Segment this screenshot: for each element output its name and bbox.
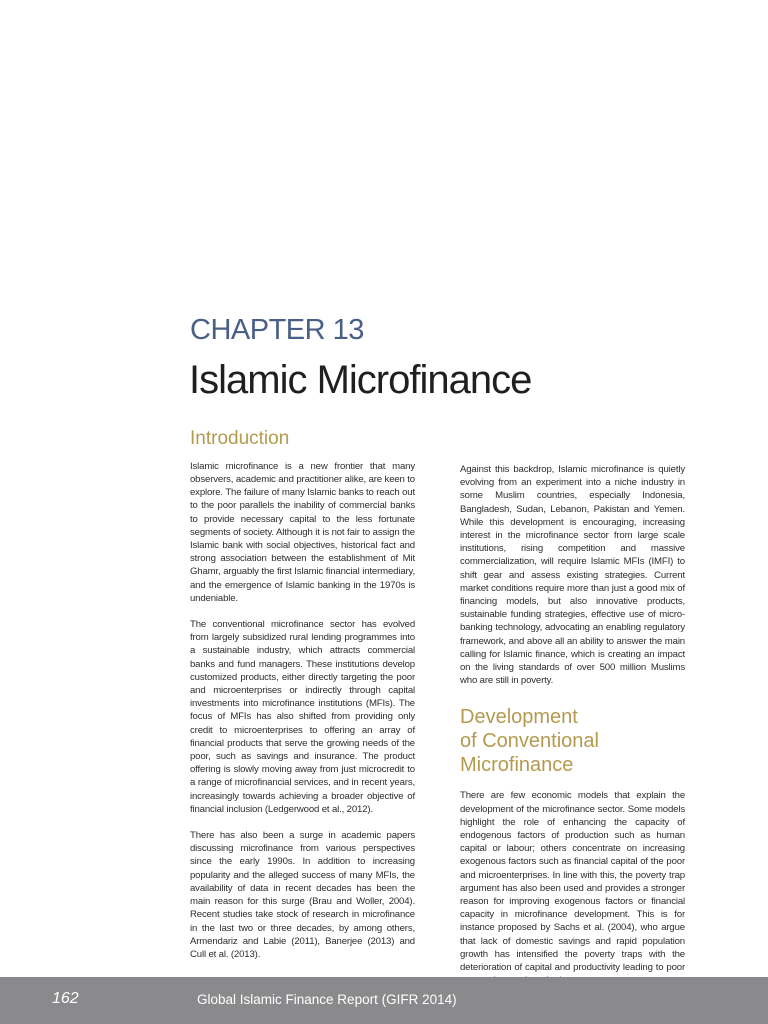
footer-title: Global Islamic Finance Report (GIFR 2014) xyxy=(197,992,457,1007)
chapter-label: CHAPTER 13 xyxy=(190,314,364,346)
development-heading-line-2: of Conventional xyxy=(460,730,599,753)
left-column xyxy=(190,428,415,974)
right-column xyxy=(460,463,685,1001)
development-heading-line-3: Microfinance xyxy=(460,754,574,777)
introduction-heading: Introduction xyxy=(190,428,290,449)
intro-paragraph-2: The conventional microfinance sector has evolved from largely subsidized rural lending programmes into a sustainable industry, which attracts commercial banks and fund managers. These institutions develop customized products, either directly targeting the poor and microenterprises or indirectly through capital investments into microfinance institutions (MFIs). The focus of MFIs has also shifted from providing only credit to microenterprises to offering an array of financial products that serve the growing needs of the poor, such as savings and insurance. The product offering is slowly moving away from just microcredit to a range of microfinancial services, and in recent years, increasingly towards achieving a broader objective of financial inclusion (Ledgerwood et al., 2012). xyxy=(190,619,415,815)
intro-paragraph-4: Against this backdrop, Islamic microfinance is quietly evolving from an experiment into a niche industry in some Muslim countries, especially Indonesia, Bangladesh, Sudan, Lebanon, Pakistan and Yemen. While this development is encouraging, increasing interest in the microfinance sector from large scale institutions, rising competition and massive commercialization, will require Islamic MFIs (IMFI) to shift gear and assess existing strategies. Current market conditions require more than just a good mix of financing models, but also innovative products, sustainable funding strategies, effective use of micro-banking technology, advocating an enabling regulatory framework, and above all an ability to answer the main calling for Islamic finance, which is creating an impact on the living standards of over 500 million Muslims who are still in poverty. xyxy=(460,464,685,687)
development-heading-line-1: Development xyxy=(460,706,578,729)
page-number: 162 xyxy=(52,990,79,1007)
intro-paragraph-1: Islamic microfinance is a new frontier that many observers, academic and practitioner alike, are keen to explore. The failure of many Islamic banks to reach out to the poor parallels the inability of commercial banks to provide necessary capital to the less fortunate segments of society. Although it is not fair to assign the Islamic bank with social objectives, historical fact and strong association between the establishment of Mit Ghamr, arguably the first Islamic financial intermediary, and the emergence of Islamic banking in the 1970s is undeniable. xyxy=(190,460,415,604)
development-paragraph-1: There are few economic models that explain the development of the microfinance sector. Some models highlight the role of enhancing the capacity of endogenous factors of production such as human capital or labour; others concentrate on increasing exogenous factors such as financial capital of the poor and microenterprises. In line with this, the poverty trap argument has also been used and provides a stronger reason for improving exogenous factors or financial capacity in microfinance development. This is for instance proposed by Sachs et al. (2004), who argue that lack of domestic savings and rapid population growth has intensified the poverty traps with the deterioration of capital and productivity leading to poor xyxy=(460,790,685,974)
development-heading xyxy=(460,705,685,777)
chapter-title: Islamic Microfinance xyxy=(189,358,532,402)
intro-paragraph-3: There has also been a surge in academic papers discussing microfinance from various perspectives since the early 1990s. In addition to increasing popularity and the alleged success of many MFIs, the availability of data in recent decades has been the main reason for this surge (Brau and Woller, 2004). Recent studies take stock of research in microfinance in the last two or three decades, by among others, Armendariz and Labie (2011), Banerjee (2013) and Cull et al. (2013). xyxy=(190,830,415,960)
